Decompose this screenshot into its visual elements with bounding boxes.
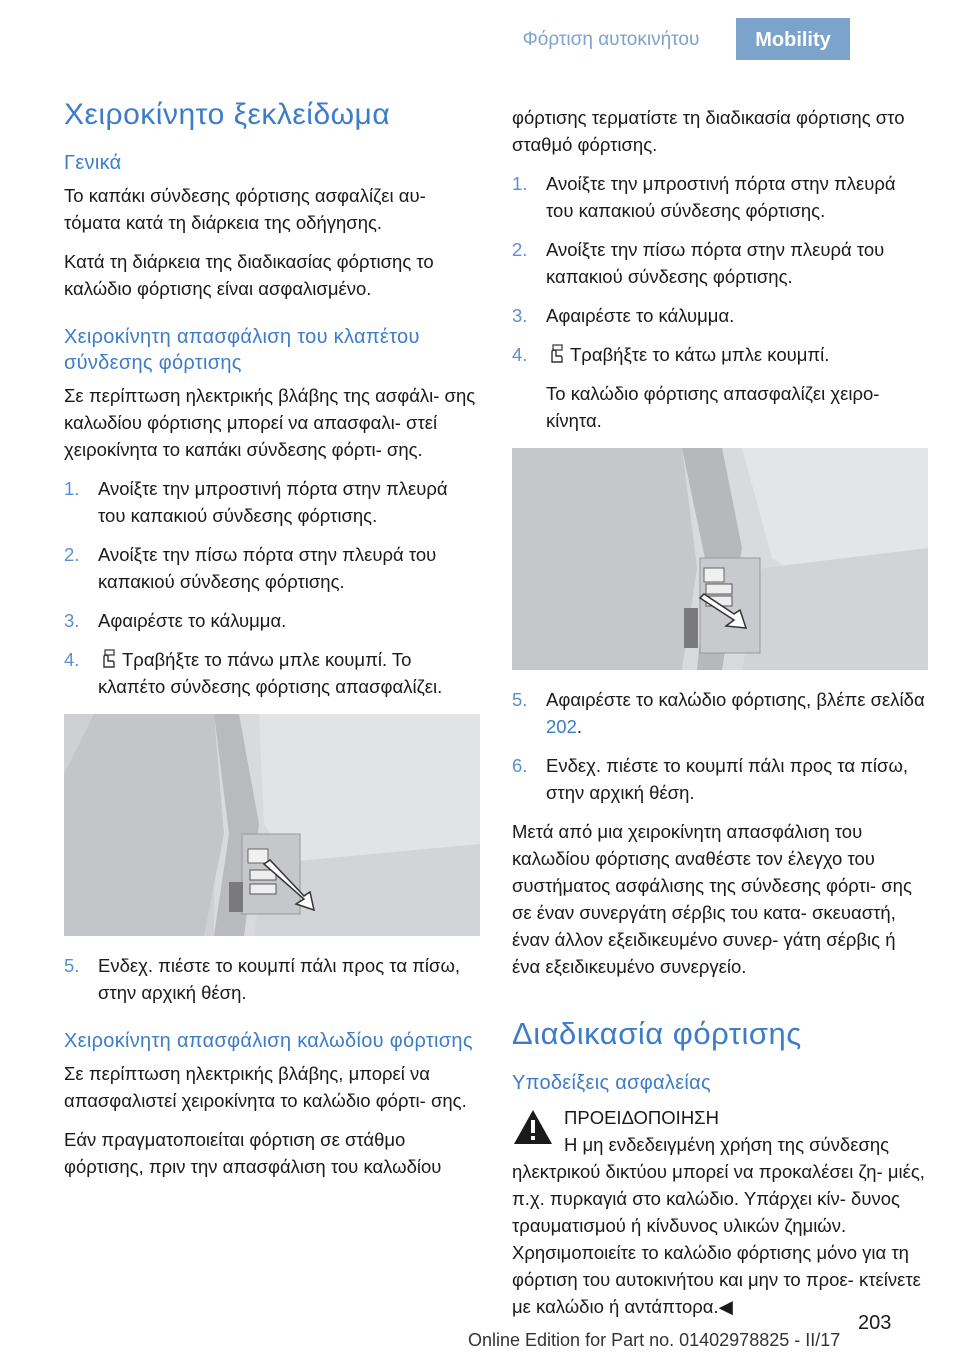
continued-paragraph: φόρτισης τερματίστε τη διαδικασία φόρτισης στο σταθμό φόρτισης.: [512, 107, 905, 155]
step4-note: Το καλώδιο φόρτισης απασφαλίζει χειρο- κίνητα.: [546, 383, 880, 431]
step-text: Ανοίξτε την μπροστινή πόρτα στην πλευρά του καπακιού σύνδεσης φόρτισης.: [98, 478, 448, 526]
warning-triangle-icon: [512, 1108, 554, 1146]
cable-steps-list: [512, 170, 926, 368]
heading-general: Γενικά: [64, 152, 122, 174]
step-text: Τραβήξτε το πάνω μπλε κουμπί. Το κλαπέτο σύνδεσης φόρτισης απασφαλίζει.: [98, 649, 443, 697]
warning-label: ΠΡΟΕΙΔΟΠΟΙΗΣΗ: [564, 1107, 719, 1128]
heading-safety-notes: Υποδείξεις ασφαλείας: [512, 1072, 711, 1094]
heading-cable-release: Χειροκίνητη απασφάλιση καλωδίου φόρτισης: [64, 1030, 473, 1052]
heading-flap-release: Χειροκίνητη απασφάλιση του κλαπέτου σύνδεσης φόρτισης: [64, 326, 420, 374]
step-number: 3.: [64, 610, 80, 631]
header-chapter-tab[interactable]: Mobility: [736, 18, 850, 60]
step-number: 1.: [512, 173, 528, 194]
pull-button-icon: [546, 344, 564, 364]
step-text: Αφαιρέστε το καλώδιο φόρτισης, βλέπε σελίδα: [546, 689, 925, 710]
flap-steps-list: [64, 475, 478, 700]
step-number: 6.: [512, 755, 528, 776]
step-text: Τραβήξτε το κάτω μπλε κουμπί.: [570, 344, 830, 365]
step-number: 2.: [512, 239, 528, 260]
list-item: [512, 302, 926, 329]
page-title: Χειροκίνητο ξεκλείδωμα: [64, 98, 391, 131]
pull-button-icon: [98, 649, 116, 669]
step-number: 3.: [512, 305, 528, 326]
page-number: 203: [858, 1312, 892, 1334]
list-item: [512, 341, 926, 368]
cable-paragraph-1: Σε περίπτωση ηλεκτρικής βλάβης, μπορεί να απασφαλιστεί χειροκίνητα το καλώδιο φόρτι- σης.: [64, 1063, 467, 1111]
flap-intro: Σε περίπτωση ηλεκτρικής βλάβης της ασφάλι- σης καλωδίου φόρτισης μπορεί να απασφαλι- στεί χειροκίνητα το καπάκι σύνδεσης φόρτι- σης.: [64, 385, 476, 460]
cable-steps-list-continued: [512, 686, 926, 806]
page-reference-link[interactable]: 202: [546, 716, 577, 737]
step-text-end: .: [576, 716, 583, 737]
warning-text-first-line: Η μη ενδεδειγμένη χρήση της σύνδεσης: [564, 1134, 890, 1155]
footer-edition: Online Edition for Part no. 01402978825 - II/17: [468, 1330, 841, 1350]
cable-paragraph-2: Εάν πραγματοποιείται φόρτιση σε στάθμο φόρτισης, πριν την απασφάλιση του καλωδίου: [64, 1129, 442, 1177]
door-sill-photo-upper-button: [64, 714, 480, 936]
step-number: 2.: [64, 544, 80, 565]
step-number: 5.: [512, 689, 528, 710]
door-sill-photo-lower-button: [512, 448, 928, 670]
step-text: Ανοίξτε την πίσω πόρτα στην πλευρά του καπακιού σύνδεσης φόρτισης.: [546, 239, 885, 287]
step-text: Αφαιρέστε το κάλυμμα.: [546, 305, 735, 326]
heading-charging-process: Διαδικασία φόρτισης: [512, 1016, 802, 1051]
step-number: 1.: [64, 478, 80, 499]
warning-box: [512, 1104, 926, 1320]
list-item: [64, 475, 478, 529]
list-item: [64, 607, 478, 634]
list-item: [64, 541, 478, 595]
step-number: 4.: [64, 649, 80, 670]
flap-steps-list-continued: [64, 952, 478, 1006]
step-number: 5.: [64, 955, 80, 976]
header-section-title: Φόρτιση αυτοκινήτου: [522, 29, 700, 50]
list-item: [512, 752, 926, 806]
general-paragraph-2: Κατά τη διάρκεια της διαδικασίας φόρτισης το καλώδιο φόρτισης είναι ασφαλισμένο.: [64, 251, 434, 299]
step-text: Ενδεχ. πιέστε το κουμπί πάλι προς τα πίσω, στην αρχική θέση.: [98, 955, 461, 1003]
list-item: [64, 646, 478, 700]
list-item: [512, 170, 926, 224]
list-item: [512, 686, 926, 740]
step-text: Αφαιρέστε το κάλυμμα.: [98, 610, 287, 631]
warning-text: ηλεκτρικού δικτύου μπορεί να προκαλέσει ζη- μιές, π.χ. πυρκαγιά στο καλώδιο. Υπάρχει κίν- δυνος τραυματισμού ή κίνδυνος υλικών ζημιών. Χρησιμοποιείτε το καλώδιο φόρτισης μόνο για τη φόρτιση του αυτοκινήτου και μην το προε- κτείνετε με καλώδιο ή αντάπτορα.◀: [512, 1161, 925, 1317]
after-release-paragraph: Μετά από μια χειροκίνητη απασφάλιση του καλωδίου φόρτισης αναθέστε τον έλεγχο του συστήματος ασφάλισης της σύνδεσης φόρτι- σης σε έναν συνεργάτη σέρβις του κατα- σκευαστή, έναν άλλον εξειδικευμένο συνερ- γάτη σέρβις ή ένα εξειδικευμένο συνεργείο.: [512, 821, 912, 977]
step-text: Ανοίξτε την πίσω πόρτα στην πλευρά του καπακιού σύνδεσης φόρτισης.: [98, 544, 437, 592]
step-text: Ενδεχ. πιέστε το κουμπί πάλι προς τα πίσω, στην αρχική θέση.: [546, 755, 909, 803]
left-column: [64, 98, 478, 1192]
step-text: Ανοίξτε την μπροστινή πόρτα στην πλευρά του καπακιού σύνδεσης φόρτισης.: [546, 173, 896, 221]
right-column: [512, 104, 926, 1320]
general-paragraph-1: Το καπάκι σύνδεσης φόρτισης ασφαλίζει αυ- τόματα κατά τη διάρκεια της οδήγησης.: [64, 185, 426, 233]
step-number: 4.: [512, 344, 528, 365]
list-item: [512, 236, 926, 290]
list-item: [64, 952, 478, 1006]
